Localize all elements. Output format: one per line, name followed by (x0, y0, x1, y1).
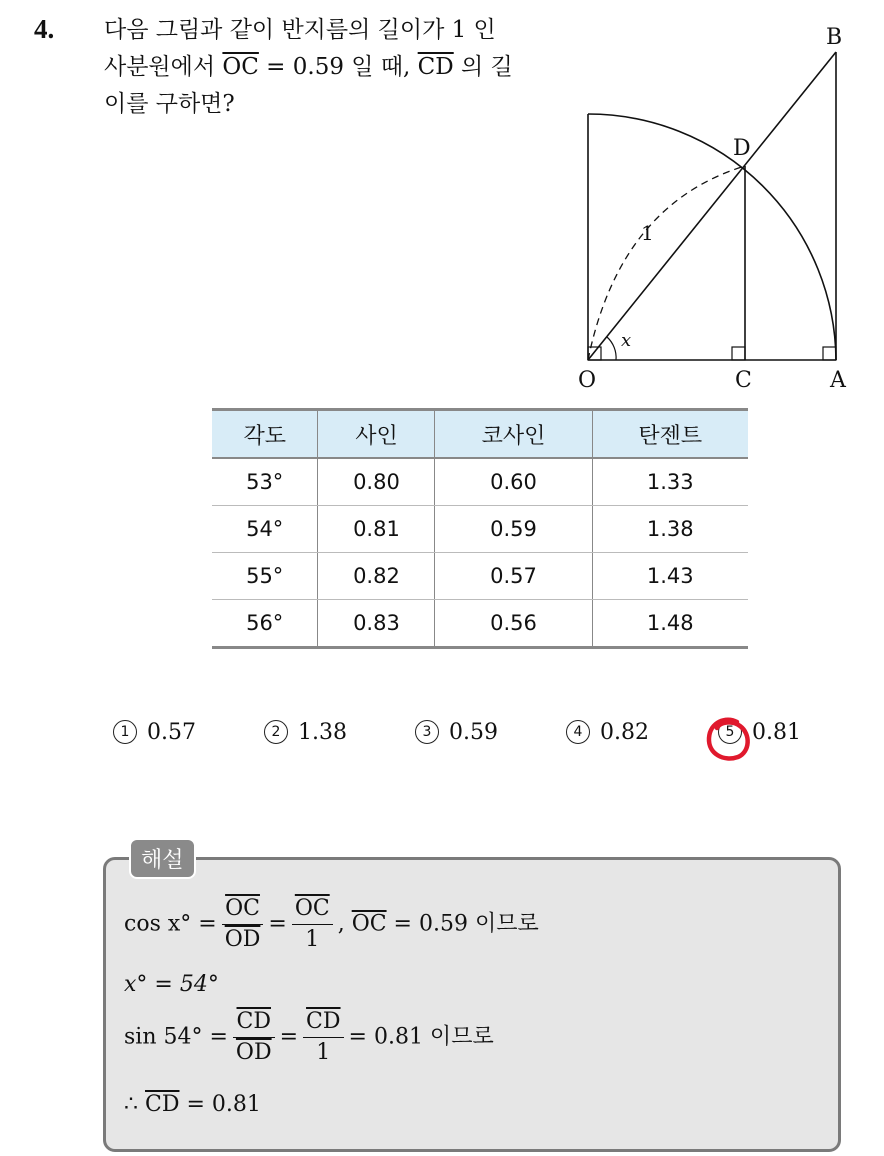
table-row (212, 506, 748, 553)
table-cell: 1.33 (592, 458, 748, 506)
solution-line-4: ∴ $\overline{CD} = 0.81$ (124, 1092, 261, 1117)
fraction: $\frac{\overline{OC}}{OD}$ (222, 894, 264, 955)
table-cell: 1.38 (592, 506, 748, 553)
table-cell: 56° (212, 600, 318, 648)
solution-line-3: sin 54° = $\frac{\overline{CD}}{OD}$ = $\frac{\overline{CD}}{1}$ = 0.81 이므로 (124, 1007, 494, 1068)
choice-number: 4 (566, 720, 590, 744)
choice-value: 0.57 (147, 720, 196, 745)
choice-2[interactable] (264, 720, 347, 745)
fraction: $\frac{\overline{CD}}{OD}$ (233, 1007, 275, 1068)
header-tangent: 탄젠트 (592, 410, 748, 459)
choice-value: 0.59 (449, 720, 498, 745)
table-cell: 1.43 (592, 553, 748, 600)
table-cell: 0.82 (318, 553, 435, 600)
solution-line-1: cos x° = $\frac{\overline{OC}}{OD}$ = $\frac{\overline{OC}}{1}$ , $\overline{OC} = 0.59$ 이므로 (124, 894, 539, 955)
table-cell: 0.83 (318, 600, 435, 648)
question-text (104, 12, 554, 123)
choice-value: 1.38 (298, 720, 347, 745)
table-cell: 55° (212, 553, 318, 600)
label-c: C (735, 368, 752, 393)
table-cell: 0.80 (318, 458, 435, 506)
choice-1[interactable] (113, 720, 196, 745)
choice-value: 0.82 (600, 720, 649, 745)
solution-tag: 해설 (129, 838, 196, 879)
arc (588, 114, 836, 360)
right-angle-c (732, 347, 745, 360)
choice-number: 5 (718, 720, 742, 744)
solution-line-2: x° = 54° (124, 972, 219, 997)
trig-table (212, 408, 748, 649)
fraction: $\frac{\overline{OC}}{1}$ (292, 894, 333, 955)
table-cell: 0.56 (435, 600, 592, 648)
label-o: O (578, 368, 597, 393)
question-line-2: 사분원에서 $\overline{OC} = 0.59$ 일 때, $\overline{CD}$ 의 길 (104, 54, 513, 80)
table-cell: 1.48 (592, 600, 748, 648)
table-cell: 53° (212, 458, 318, 506)
table-row (212, 600, 748, 648)
angle-arc (607, 337, 616, 360)
header-cosine: 코사인 (435, 410, 592, 459)
segment-oc: $\overline{OC}$ (222, 54, 259, 80)
choice-number: 1 (113, 720, 137, 744)
label-d: D (733, 136, 751, 161)
table-cell: 0.57 (435, 553, 592, 600)
table-row (212, 553, 748, 600)
header-angle: 각도 (212, 410, 318, 459)
answer-circle-mark (704, 714, 754, 766)
choice-4[interactable] (566, 720, 649, 745)
choice-3[interactable] (415, 720, 498, 745)
segment-cd: $\overline{CD}$ (417, 54, 454, 80)
label-a: A (830, 368, 846, 393)
segment-ob (588, 52, 836, 360)
label-b: B (826, 25, 843, 50)
question-line-1: 다음 그림과 같이 반지름의 길이가 1 인 (104, 17, 496, 43)
question-number: 4. (34, 14, 55, 44)
label-angle: x (621, 330, 632, 351)
table-cell: 0.59 (435, 506, 592, 553)
table-cell: 0.60 (435, 458, 592, 506)
right-angle-a (823, 347, 836, 360)
table-row (212, 458, 748, 506)
table-cell: 54° (212, 506, 318, 553)
choice-number: 3 (415, 720, 439, 744)
quarter-circle-figure (570, 14, 870, 394)
choice-number: 2 (264, 720, 288, 744)
header-sine: 사인 (318, 410, 435, 459)
choice-value: 0.81 (752, 720, 801, 745)
table-header-row (212, 410, 748, 459)
label-radius: 1 (641, 221, 654, 245)
question-line-3: 이를 구하면? (104, 91, 235, 117)
table-cell: 0.81 (318, 506, 435, 553)
fraction: $\frac{\overline{CD}}{1}$ (303, 1007, 343, 1068)
